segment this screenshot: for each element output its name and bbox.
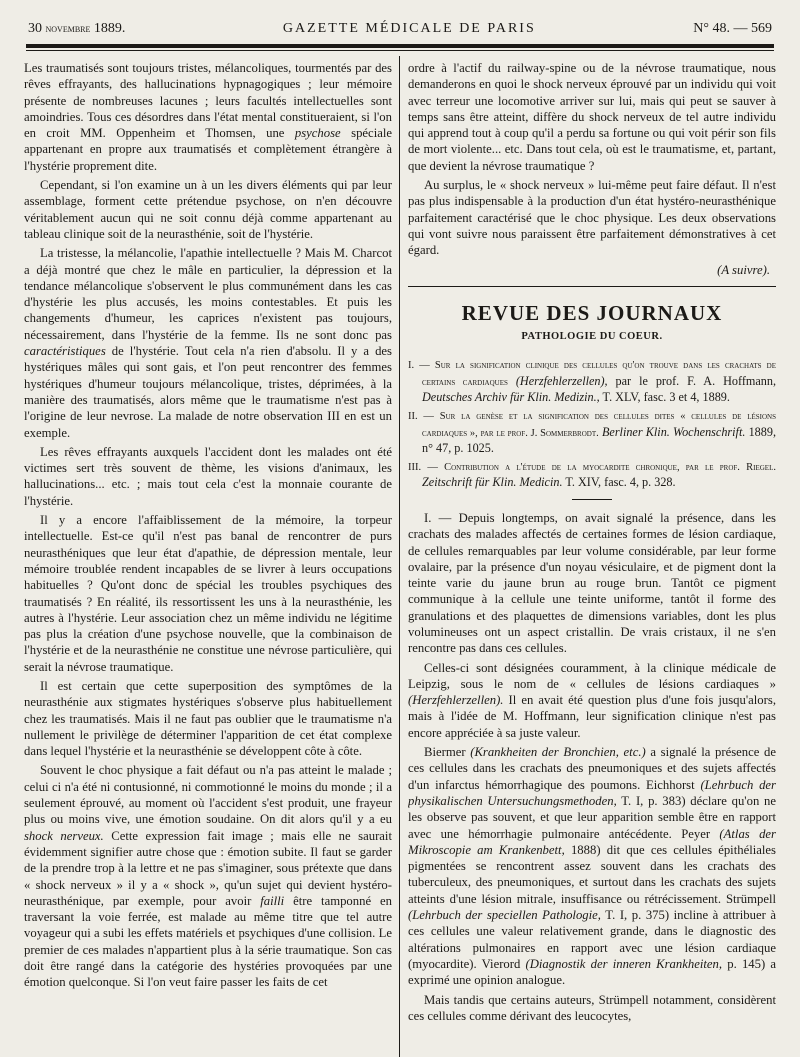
text-span: Cette expression fait image ; mais elle ne saurait évidemment signifier autre chose que : émotion subite. Il faut se garder de la prendre trop à la lettre et ne pas s'imaginer, sous prétexte que dans « shock nerveux » il y a « shock », qu'un sujet qui devient hystéro-neurasthénique, par exemple, pour avoir [24, 828, 392, 908]
right-paragraph-2: Au surplus, le « shock nerveux » lui-même peut faire défaut. Il n'est pas plus indispensable à la production d'un état hystéro-neurasthénique parfaitement caractérisé que le choc physique. Les deux observations qui vont suivre nous paraissent être parfaitement démonstratives à cet égard. [408, 178, 776, 258]
italic-span: (Lehrbuch der physikalischen Untersuchungsmethoden, [408, 777, 776, 808]
italic-span: (Lehrbuch der speciellen Pathologie, [408, 908, 601, 923]
section-title: REVUE DES JOURNAUX [461, 300, 723, 325]
reference-title: III. — Contribution a l'étude de la myocardite chronique, par le prof. Riegel. [408, 461, 776, 473]
header-rule-thin [26, 50, 774, 51]
italic-span: shock nerveux. [24, 828, 104, 843]
italic-span: (Atlas der Mikroscopie am Krankenbett, [408, 826, 776, 857]
italic-span: caractéristiques [24, 344, 106, 359]
left-paragraph-3 [24, 245, 392, 441]
text-span: a signalé la présence de ces cellules dans les crachats des pneumoniques et des sujets affectés d'un infarctus hémorrhagique des poumons. Eichhorst [408, 745, 776, 792]
text-span: Celles-ci sont désignées couramment, à la clinique médicale de Leipzig, sous le nom de « cellules de lésions cardiaques » [408, 660, 776, 691]
header-date-year: 1889. [90, 21, 126, 36]
text-span: T. I, p. 375) incline à attribuer à ces cellules une valeur relativement grande, dans le diagnostic des altérations pulmonaires en rapport avec une lésion cardiaque (myocardite). Vierord [408, 908, 776, 971]
reference-2 [408, 408, 776, 457]
reference-journal: Berliner Klin. Wochenschrift. [598, 424, 746, 439]
left-paragraph-2: Cependant, si l'on examine un à un les divers éléments qui par leur assemblage, forment cette prétendue psychose, on n'en découvre véritablement aucun qui ne soit connu déjà comme appartenant au tableau clinique soit de la neurasthénie, soit de l'hystérie. [24, 178, 392, 241]
text-span: être tamponné en traversant la voie ferrée, est malade au même titre que tel autre voyageur qui a subi les effets matériels et psychiques d'une collision. Le premier de ces malades n'appartient plus à la série traumatique. Son cas doit être rangé dans la catégorie des hystéries provoquées par une émotion quelconque. Si l'on veut faire passer les faits de cet [24, 893, 392, 990]
right-paragraph-6: Mais tandis que certains auteurs, Strümpell notamment, considèrent ces cellules comme dérivant des leucocytes, [408, 992, 776, 1023]
text-span: T. I, p. 383) déclare qu'on ne les observe pas souvent, et que leur apparition semble être en rapport avec une hémorrhagie pulmonaire antécédente. Peyer [408, 793, 776, 841]
section-rule [408, 286, 776, 287]
right-paragraph-1: ordre à l'actif du railway-spine ou de la névrose traumatique, nous demanderons en quoi le shock nerveux éprouvé par un individu qui voit avec terreur une locomotive arriver sur lui, mais qui peut se sauver à temps sans être atteint, diffère du shock nerveux de tel autre individu qui apprend tout à coup qu'il a perdu sa fortune ou qui voit périr son fils de mort violente... etc. Dans tout cela, où est le traumatisme, et, partant, que devient la névrose traumatique ? [408, 61, 776, 173]
journal-title: GAZETTE MÉDICALE DE PARIS [282, 21, 536, 36]
text-span: Souvent le choc physique a fait défaut ou n'a pas atteint le malade ; celui ci n'a été ni contusionné, ni commotionné le moins du monde ; il a seulement éprouvé, au moment où l'accident s'est produit, une frayeur plus ou moins vive, une émotion soudaine. On dit alors qu'il y a eu [24, 763, 392, 827]
column-divider [399, 56, 400, 1057]
reference-journal: Zeitschrift für Klin. Medicin. [422, 475, 563, 490]
header-rule-thick [26, 44, 774, 48]
right-paragraph-5 [408, 744, 776, 988]
text-span: T. XIV, fasc. 4, p. 328. [562, 475, 676, 490]
italic-span: (Herzfehlerzellen). [408, 693, 504, 708]
italic-span: (Diagnostik der inneren Krankheiten, [525, 956, 723, 971]
right-column [408, 60, 776, 1053]
text-span: La tristesse, la mélancolie, l'apathie intellectuelle ? Mais M. Charcot a déjà montré que chez le mâle en particulier, la dépression et la tendance mélancolique s'observent le plus communément dans les cas d'hystérie les plus accusés, les moins contestables. Et puis les changements d'humeur, les caprices n'existent pas toujours, nécessairement, dans l'hystérie de la femme. Ils ne sont donc pas [24, 246, 392, 342]
text-span: 1889, n° 47, p. 1025. [422, 424, 776, 456]
text-span: Biermer [424, 745, 471, 760]
header-date-month: novembre [45, 21, 91, 35]
italic-span: (Krankheiten der Bronchien, etc.) [470, 745, 646, 760]
reference-3 [408, 459, 776, 491]
left-paragraph-6: Il est certain que cette superposition des symptômes de la neurasthénie aux stigmates hystériques s'observe plus habituellement chez les traumatisés. Mais il ne faut pas oublier que le traumatisme n'a nullement le privilège de déterminer l'apparition de cet état complexe dans lequel l'hystérie et la neurasthénie se développent côte à côte. [24, 678, 392, 759]
left-paragraph-1 [24, 60, 392, 174]
text-span: par le prof. F. A. Hoffmann, [607, 373, 776, 388]
reference-title: II. — Sur la genèse et la signification des cellules dites « cellules de lésions cardiaques », par le prof. J. Sommerbrodt. [408, 410, 776, 439]
reference-rule [572, 499, 612, 500]
reference-title: I. — Sur la signification clinique des cellules qu'on trouve dans les crachats de certains cardiaques [408, 360, 776, 388]
text-span: spéciale appartenant en propre aux traumatisés et complètement étrangère à l'hystérie proprement dite. [24, 126, 392, 173]
text-span: 1888) dit que ces cellules épithéliales pigmentées se rencontrent assez souvent dans les crachats des tuberculeux, des pneumoniques, et surtout dans les crachats des sujets atteints d'une lésion mitrale, insuffisance ou rétrécissement. Strümpell [408, 842, 776, 906]
right-paragraph-3: I. — Depuis longtemps, on avait signalé la présence, dans les crachats des malades affectés de certaines formes de lésion cardiaque, de cellules remarquables par leur volume considérable, par leur forme ovalaire, par la présence d'un noyau vésiculaire, et de pigment dont la teinte varie du jaune brun au rouge brun. Tantôt ce pigment communique à la cellule une teinte uniforme, tantôt il forme des granulations et des plaquettes de dimensions variables, dont les plus volumineuses ont un aspect cristallin. De vrais cristaux, il ne s'en rencontre pas dans ces cellules. [408, 510, 776, 656]
to-be-continued: (A suivre). [717, 262, 770, 277]
italic-span: (Herzfehlerzellen), [515, 373, 608, 388]
page-header [28, 14, 772, 44]
italic-span: failli [260, 893, 285, 908]
italic-span: psychose [294, 126, 341, 141]
text-span: T. XLV, fasc. 3 et 4, 1889. [599, 390, 730, 405]
header-date-day: 30 [28, 21, 46, 36]
reference-1 [408, 357, 776, 406]
left-paragraph-4: Les rêves effrayants auxquels l'accident dont les malades ont été victimes sert très souvent de thème, les visions d'animaux, les hallucinations... etc. ; mais tout cela c'est la monnaie courante de l'hystérie. [24, 444, 392, 508]
issue-number: N° 48. — 569 [693, 21, 772, 36]
text-span: de l'hystérie. Tout cela n'a rien d'absolu. Il y a des hystériques mâles qui sont gais, et l'on peut rencontrer des femmes hystériques d'humeur toujours mélancolique, tristes, déprimées, à la manière des traumatisés, alors même que le traumatisme n'est pas à l'origine de leur nevrose. La malade de notre observation III en est un exemple. [24, 344, 392, 440]
text-span: Les traumatisés sont toujours tristes, mélancoliques, tourmentés par des rêves effrayants, des hallucinations hypnagogiques ; leur mémoire présente de nombreuses lacunes ; leurs facultés intellectuelles sont amoindries. Tous ces désordres dans l'état mental constitueraient, si l'on en croit MM. Oppenheim et Thomsen, une [24, 61, 392, 141]
left-column [24, 60, 392, 1053]
header-date [28, 21, 125, 37]
left-paragraph-7 [24, 762, 392, 990]
left-paragraph-5: Il y a encore l'affaiblissement de la mémoire, la torpeur intellectuelle. Est-ce qu'il n'est pas banal de rencontrer de purs neurasthéniques que leur état d'apathie, de dépression mentale, leur mémoire troublée rendent incapables de se livrer à leurs occupations habituelles ? Qu'ont donc de spécial les troubles psychiques des traumatisés ? En réalité, ils ressortissent les uns à la neurasthénie, les autres à l'hystérie. Leur association chez un même individu ne légitime pas plus la création d'une psychose nouvelle, que la combinaison de l'hystérie et de la neurasthénie ne constitue une névrose particulière, qui serait la névrose traumatique. [24, 513, 392, 674]
text-span: Il en avait été question plus d'une fois jusqu'alors, mais à l'idée de M. Hoffmann, leur signification clinique n'est pas encore appréciée à sa juste valeur. [408, 693, 776, 740]
section-subtitle: PATHOLOGIE DU COEUR. [521, 330, 663, 342]
text-span: p. 145) a exprimé une opinion analogue. [408, 956, 776, 988]
right-paragraph-4 [408, 660, 776, 741]
reference-journal: Deutsches Archiv für Klin. Medizin., [422, 390, 600, 405]
